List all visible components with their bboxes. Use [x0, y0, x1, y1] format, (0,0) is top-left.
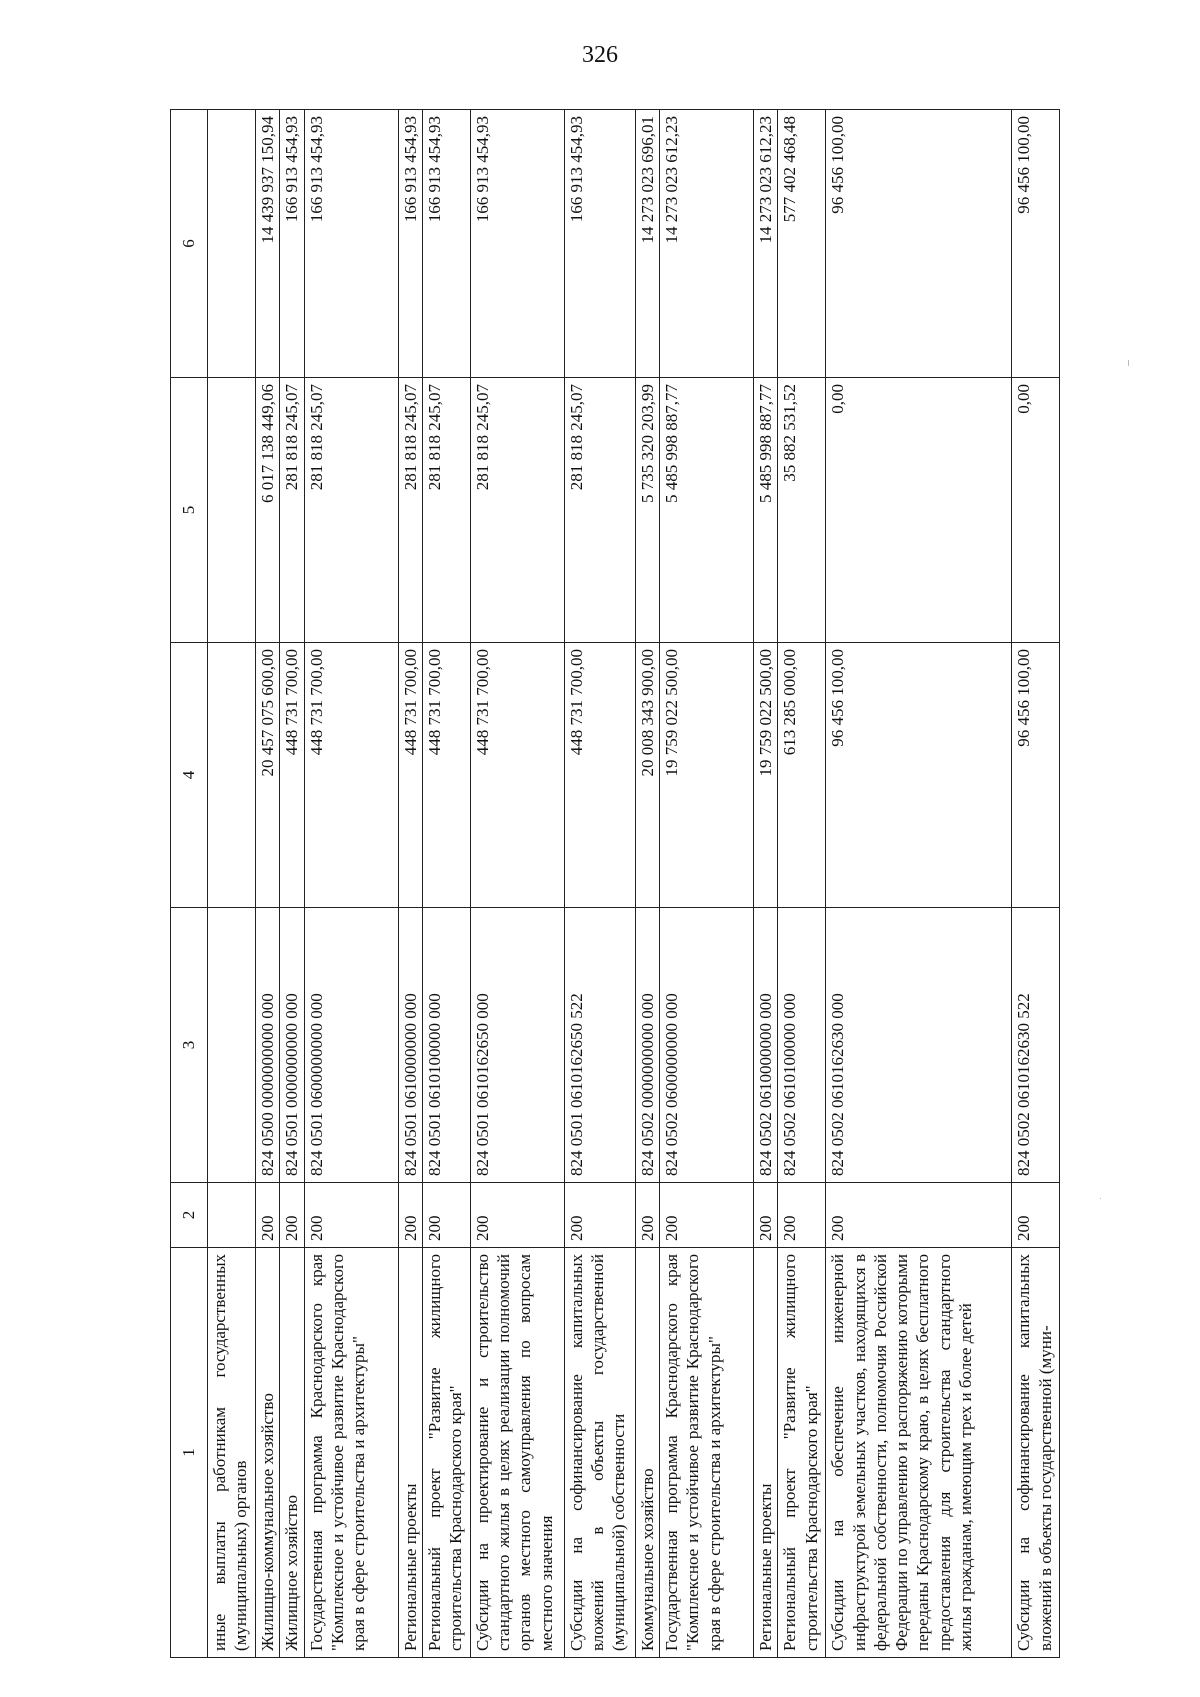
page-number: 326 [582, 42, 618, 68]
row-value-6: 577 402 468,48 [778, 110, 826, 378]
table-row [660, 110, 754, 1658]
row-kbk: 824 0502 0610162630 522 [1012, 908, 1060, 1183]
row-name: иные выплаты работникам государственных (муниципальных) органов [208, 1248, 256, 1658]
row-code: 200 [826, 1183, 1012, 1248]
row-value-4: 96 456 100,00 [1012, 643, 1060, 908]
row-value-5: 281 818 245,07 [564, 378, 635, 643]
row-value-5: 35 882 531,52 [778, 378, 826, 643]
row-name: Субсидии на обеспечение инженерной инфраструктурой земельных участков, находящихся в федеральной собственности, полномочия Российской Федерации по управлению и распоряжению которыми переданы Краснодарскому краю, в целях бесплатного предоставления для строительства стандартного жилья гражданам, имеющим трех и более детей [826, 1248, 1012, 1658]
row-kbk: 824 0501 0610162650 000 [470, 908, 564, 1183]
row-value-4: 448 731 700,00 [280, 643, 304, 908]
row-value-6 [208, 110, 256, 378]
row-kbk: 824 0501 0600000000 000 [304, 908, 398, 1183]
budget-table [170, 109, 1060, 1658]
column-header: 4 [171, 643, 208, 908]
row-code: 200 [635, 1183, 659, 1248]
table-row [304, 110, 398, 1658]
row-value-6: 166 913 454,93 [280, 110, 304, 378]
row-value-6: 14 273 023 696,01 [635, 110, 659, 378]
row-name: Субсидии на проектирование и строительство стандартного жилья в целях реализации полномочий органов местного самоуправления по вопросам местного значения [470, 1248, 564, 1658]
row-value-6: 166 913 454,93 [422, 110, 470, 378]
row-kbk: 824 0502 0000000000 000 [635, 908, 659, 1183]
row-name: Жилищно-коммунальное хозяйство [256, 1248, 280, 1658]
table-row [256, 110, 280, 1658]
column-header: 2 [171, 1183, 208, 1248]
row-value-6: 166 913 454,93 [398, 110, 422, 378]
row-code: 200 [660, 1183, 754, 1248]
table-row [1012, 110, 1060, 1658]
row-code: 200 [256, 1183, 280, 1248]
row-kbk: 824 0501 0610000000 000 [398, 908, 422, 1183]
row-value-4: 613 285 000,00 [778, 643, 826, 908]
table-row [208, 110, 256, 1658]
row-kbk: 824 0501 0000000000 000 [280, 908, 304, 1183]
row-name: Региональные проекты [754, 1248, 778, 1658]
row-value-4: 448 731 700,00 [470, 643, 564, 908]
row-name: Жилищное хозяйство [280, 1248, 304, 1658]
row-value-6: 96 456 100,00 [1012, 110, 1060, 378]
scan-artifact [1100, 1198, 1101, 1199]
table-rotation-wrapper [170, 110, 1108, 1658]
table-row [778, 110, 826, 1658]
row-kbk: 824 0502 0600000000 000 [660, 908, 754, 1183]
row-name: Государственная программа Краснодарского края "Комплексное и устойчивое развитие Краснодарского края в сфере строительства и архитектуры" [660, 1248, 754, 1658]
row-value-5: 281 818 245,07 [422, 378, 470, 643]
row-name: Субсидии на софинансирование капитальных вложений в объекты государственной (муни- [1012, 1248, 1060, 1658]
row-value-6: 166 913 454,93 [564, 110, 635, 378]
row-kbk: 824 0501 0610100000 000 [422, 908, 470, 1183]
row-value-4: 448 731 700,00 [564, 643, 635, 908]
row-value-5: 0,00 [826, 378, 1012, 643]
row-value-6: 166 913 454,93 [304, 110, 398, 378]
row-code: 200 [778, 1183, 826, 1248]
row-value-5: 281 818 245,07 [470, 378, 564, 643]
table-row [398, 110, 422, 1658]
row-code: 200 [754, 1183, 778, 1248]
row-value-5: 0,00 [1012, 378, 1060, 643]
row-kbk: 824 0502 0610100000 000 [778, 908, 826, 1183]
row-value-4: 20 008 343 900,00 [635, 643, 659, 908]
row-name: Региональный проект "Развитие жилищного строительства Краснодарского края" [422, 1248, 470, 1658]
row-value-4 [208, 643, 256, 908]
row-code: 200 [564, 1183, 635, 1248]
table-row [635, 110, 659, 1658]
row-name: Региональные проекты [398, 1248, 422, 1658]
row-value-6: 14 439 937 150,94 [256, 110, 280, 378]
table-row [422, 110, 470, 1658]
row-value-6: 166 913 454,93 [470, 110, 564, 378]
row-value-5 [208, 378, 256, 643]
row-value-5: 281 818 245,07 [398, 378, 422, 643]
column-header: 6 [171, 110, 208, 378]
row-value-5: 281 818 245,07 [280, 378, 304, 643]
row-value-4: 19 759 022 500,00 [660, 643, 754, 908]
row-value-4: 448 731 700,00 [398, 643, 422, 908]
row-value-5: 6 017 138 449,06 [256, 378, 280, 643]
row-name: Региональный проект "Развитие жилищного строительства Краснодарского края" [778, 1248, 826, 1658]
row-value-5: 5 485 998 887,77 [660, 378, 754, 643]
table-row [470, 110, 564, 1658]
scan-artifact [1128, 360, 1129, 366]
header-row [171, 110, 208, 1658]
row-name: Субсидии на софинансирование капитальных вложений в объекты государственной (муниципальной) собственности [564, 1248, 635, 1658]
row-value-5: 5 735 320 203,99 [635, 378, 659, 643]
row-value-6: 14 273 023 612,23 [754, 110, 778, 378]
row-name: Государственная программа Краснодарского края "Комплексное и устойчивое развитие Краснодарского края в сфере строительства и архитектуры" [304, 1248, 398, 1658]
row-code: 200 [398, 1183, 422, 1248]
row-value-4: 448 731 700,00 [304, 643, 398, 908]
row-value-4: 448 731 700,00 [422, 643, 470, 908]
row-kbk: 824 0502 0610000000 000 [754, 908, 778, 1183]
row-value-4: 20 457 075 600,00 [256, 643, 280, 908]
row-code: 200 [470, 1183, 564, 1248]
row-value-4: 19 759 022 500,00 [754, 643, 778, 908]
row-value-5: 281 818 245,07 [304, 378, 398, 643]
row-code: 200 [280, 1183, 304, 1248]
column-header: 5 [171, 378, 208, 643]
row-value-6: 14 273 023 612,23 [660, 110, 754, 378]
column-header: 1 [171, 1248, 208, 1658]
row-value-5: 5 485 998 887,77 [754, 378, 778, 643]
table-rotated-container [170, 110, 1108, 1658]
column-header: 3 [171, 908, 208, 1183]
row-kbk: 824 0501 0610162650 522 [564, 908, 635, 1183]
row-code: 200 [304, 1183, 398, 1248]
row-name: Коммунальное хозяйство [635, 1248, 659, 1658]
row-kbk [208, 908, 256, 1183]
table-row [754, 110, 778, 1658]
row-code: 200 [422, 1183, 470, 1248]
row-code: 200 [1012, 1183, 1060, 1248]
row-code [208, 1183, 256, 1248]
row-kbk: 824 0502 0610162630 000 [826, 908, 1012, 1183]
row-value-4: 96 456 100,00 [826, 643, 1012, 908]
row-kbk: 824 0500 0000000000 000 [256, 908, 280, 1183]
row-value-6: 96 456 100,00 [826, 110, 1012, 378]
table-row [826, 110, 1012, 1658]
table-row [564, 110, 635, 1658]
table-row [280, 110, 304, 1658]
